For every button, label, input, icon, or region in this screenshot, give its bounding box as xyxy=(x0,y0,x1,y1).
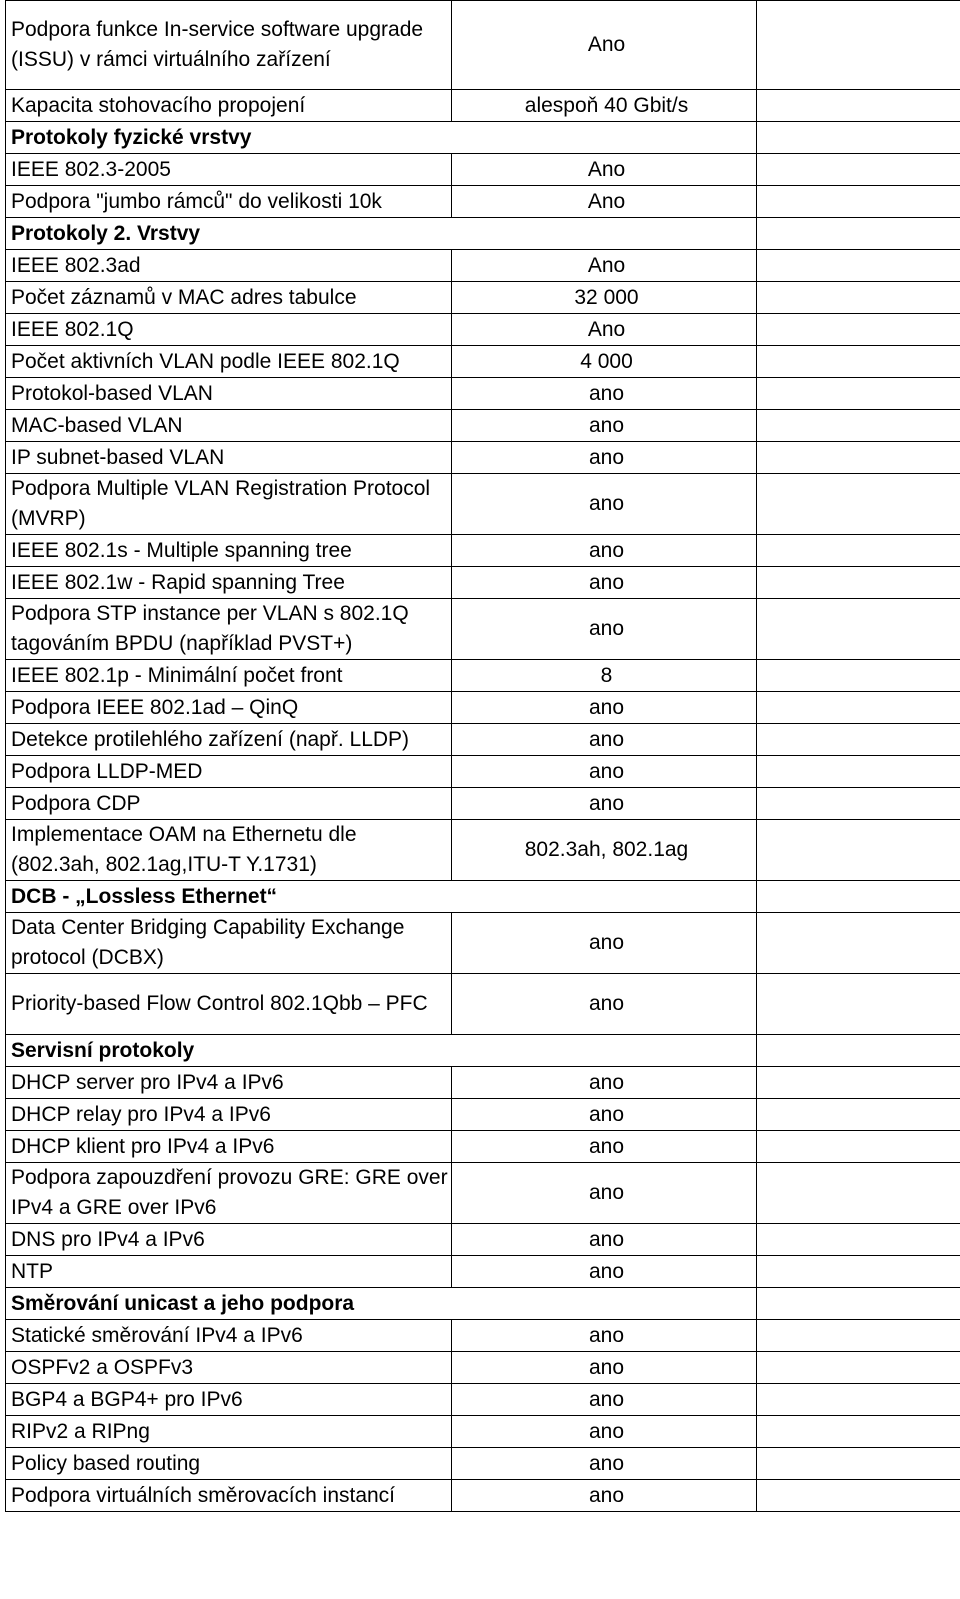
row-value: ano xyxy=(452,1480,757,1512)
row-value: ano xyxy=(452,567,757,599)
section-row xyxy=(6,218,960,250)
row-value: alespoň 40 Gbit/s xyxy=(452,90,757,122)
row-note-cell xyxy=(757,154,960,186)
row-value: 32 000 xyxy=(452,282,757,314)
row-value: ano xyxy=(452,913,757,974)
row-value: ano xyxy=(452,1224,757,1256)
row-value: ano xyxy=(452,1131,757,1163)
row-note-cell xyxy=(757,1163,960,1224)
row-value: Ano xyxy=(452,154,757,186)
row-label: IEEE 802.1Q xyxy=(6,314,452,346)
row-value: 8 xyxy=(452,660,757,692)
table-row xyxy=(6,913,960,974)
row-note-cell xyxy=(757,1131,960,1163)
row-note-cell xyxy=(757,346,960,378)
row-value: ano xyxy=(452,974,757,1035)
table-row xyxy=(6,1099,960,1131)
row-note-cell xyxy=(757,1288,960,1320)
row-value: ano xyxy=(452,724,757,756)
row-value: 802.3ah, 802.1ag xyxy=(452,820,757,881)
row-value: ano xyxy=(452,535,757,567)
row-label: Policy based routing xyxy=(6,1448,452,1480)
row-value: ano xyxy=(452,1256,757,1288)
table-row xyxy=(6,1067,960,1099)
row-label: DHCP server pro IPv4 a IPv6 xyxy=(6,1067,452,1099)
table-row xyxy=(6,1224,960,1256)
row-label: MAC-based VLAN xyxy=(6,410,452,442)
table-row xyxy=(6,1163,960,1224)
table-row xyxy=(6,1256,960,1288)
row-note-cell xyxy=(757,122,960,154)
row-label: Detekce protilehlého zařízení (např. LLDP) xyxy=(6,724,452,756)
section-row xyxy=(6,1288,960,1320)
row-value: Ano xyxy=(452,186,757,218)
row-value: ano xyxy=(452,1099,757,1131)
row-value: ano xyxy=(452,378,757,410)
row-value: 4 000 xyxy=(452,346,757,378)
row-label: IEEE 802.1s - Multiple spanning tree xyxy=(6,535,452,567)
row-label: Podpora zapouzdření provozu GRE: GRE over IPv4 a GRE over IPv6 xyxy=(6,1163,452,1224)
table-row xyxy=(6,1384,960,1416)
row-label: BGP4 a BGP4+ pro IPv6 xyxy=(6,1384,452,1416)
table-row xyxy=(6,820,960,881)
row-note-cell xyxy=(757,535,960,567)
row-note-cell xyxy=(757,724,960,756)
table-row xyxy=(6,567,960,599)
row-label: OSPFv2 a OSPFv3 xyxy=(6,1352,452,1384)
row-value: ano xyxy=(452,756,757,788)
table-row xyxy=(6,186,960,218)
row-value: ano xyxy=(452,1448,757,1480)
row-label: Podpora virtuálních směrovacích instancí xyxy=(6,1480,452,1512)
row-note-cell xyxy=(757,1416,960,1448)
table-row xyxy=(6,756,960,788)
row-label: Protokol-based VLAN xyxy=(6,378,452,410)
row-label: Podpora LLDP-MED xyxy=(6,756,452,788)
table-row xyxy=(6,692,960,724)
row-value: Ano xyxy=(452,314,757,346)
row-value: ano xyxy=(452,410,757,442)
row-note-cell xyxy=(757,1448,960,1480)
table-row xyxy=(6,250,960,282)
table-row xyxy=(6,442,960,474)
row-note-cell xyxy=(757,1224,960,1256)
table-row xyxy=(6,154,960,186)
row-note-cell xyxy=(757,1256,960,1288)
row-note-cell xyxy=(757,186,960,218)
table-row xyxy=(6,660,960,692)
row-label: IEEE 802.3ad xyxy=(6,250,452,282)
row-note-cell xyxy=(757,1099,960,1131)
row-note-cell xyxy=(757,660,960,692)
row-note-cell xyxy=(757,90,960,122)
row-value: ano xyxy=(452,1384,757,1416)
row-value: Ano xyxy=(452,250,757,282)
row-note-cell xyxy=(757,282,960,314)
row-value: ano xyxy=(452,1163,757,1224)
row-note-cell xyxy=(757,442,960,474)
row-label: DHCP klient pro IPv4 a IPv6 xyxy=(6,1131,452,1163)
section-row xyxy=(6,1035,960,1067)
section-row xyxy=(6,122,960,154)
section-heading: Protokoly 2. Vrstvy xyxy=(6,218,757,250)
row-value: ano xyxy=(452,1352,757,1384)
row-note-cell xyxy=(757,1320,960,1352)
table-row xyxy=(6,378,960,410)
row-note-cell xyxy=(757,410,960,442)
table-row xyxy=(6,314,960,346)
row-label: Podpora funkce In-service software upgrade (ISSU) v rámci virtuálního zařízení xyxy=(6,1,452,90)
row-label: IEEE 802.1p - Minimální počet front xyxy=(6,660,452,692)
row-label: RIPv2 a RIPng xyxy=(6,1416,452,1448)
row-note-cell xyxy=(757,756,960,788)
row-label: Kapacita stohovacího propojení xyxy=(6,90,452,122)
row-note-cell xyxy=(757,1384,960,1416)
row-note-cell xyxy=(757,1352,960,1384)
row-note-cell xyxy=(757,820,960,881)
row-note-cell xyxy=(757,250,960,282)
specification-table-body xyxy=(6,1,960,1512)
row-note-cell xyxy=(757,474,960,535)
row-label: Podpora "jumbo rámců" do velikosti 10k xyxy=(6,186,452,218)
row-label: Statické směrování IPv4 a IPv6 xyxy=(6,1320,452,1352)
row-note-cell xyxy=(757,378,960,410)
row-note-cell xyxy=(757,1480,960,1512)
row-value: ano xyxy=(452,1320,757,1352)
row-label: IEEE 802.1w - Rapid spanning Tree xyxy=(6,567,452,599)
section-heading: Protokoly fyzické vrstvy xyxy=(6,122,757,154)
row-note-cell xyxy=(757,692,960,724)
row-note-cell xyxy=(757,218,960,250)
row-label: Data Center Bridging Capability Exchange protocol (DCBX) xyxy=(6,913,452,974)
row-value: ano xyxy=(452,1067,757,1099)
table-row xyxy=(6,1,960,90)
table-row xyxy=(6,1480,960,1512)
section-heading: Servisní protokoly xyxy=(6,1035,757,1067)
table-row xyxy=(6,410,960,442)
row-note-cell xyxy=(757,599,960,660)
row-label: Počet záznamů v MAC adres tabulce xyxy=(6,282,452,314)
row-note-cell xyxy=(757,881,960,913)
row-value: ano xyxy=(452,788,757,820)
row-label: NTP xyxy=(6,1256,452,1288)
table-row xyxy=(6,599,960,660)
row-note-cell xyxy=(757,1035,960,1067)
row-note-cell xyxy=(757,974,960,1035)
row-note-cell xyxy=(757,1067,960,1099)
table-row xyxy=(6,974,960,1035)
section-heading: DCB - „Lossless Ethernet“ xyxy=(6,881,757,913)
table-row xyxy=(6,1320,960,1352)
table-row xyxy=(6,1416,960,1448)
row-label: DHCP relay pro IPv4 a IPv6 xyxy=(6,1099,452,1131)
table-row xyxy=(6,535,960,567)
row-value: ano xyxy=(452,442,757,474)
row-value: ano xyxy=(452,474,757,535)
section-row xyxy=(6,881,960,913)
row-value: ano xyxy=(452,1416,757,1448)
row-value: ano xyxy=(452,599,757,660)
row-value: ano xyxy=(452,692,757,724)
row-note-cell xyxy=(757,788,960,820)
row-note-cell xyxy=(757,913,960,974)
row-label: Priority-based Flow Control 802.1Qbb – PFC xyxy=(6,974,452,1035)
row-label: IEEE 802.3-2005 xyxy=(6,154,452,186)
section-heading: Směrování unicast a jeho podpora xyxy=(6,1288,757,1320)
row-value: Ano xyxy=(452,1,757,90)
row-note-cell xyxy=(757,567,960,599)
table-row xyxy=(6,788,960,820)
table-row xyxy=(6,724,960,756)
table-row xyxy=(6,282,960,314)
table-row xyxy=(6,474,960,535)
row-label: Podpora STP instance per VLAN s 802.1Q tagováním BPDU (například PVST+) xyxy=(6,599,452,660)
table-row xyxy=(6,1448,960,1480)
row-label: Implementace OAM na Ethernetu dle (802.3ah, 802.1ag,ITU-T Y.1731) xyxy=(6,820,452,881)
row-label: DNS pro IPv4 a IPv6 xyxy=(6,1224,452,1256)
row-label: Podpora IEEE 802.1ad – QinQ xyxy=(6,692,452,724)
row-note-cell xyxy=(757,1,960,90)
table-row xyxy=(6,346,960,378)
table-row xyxy=(6,90,960,122)
table-row xyxy=(6,1352,960,1384)
row-label: Podpora CDP xyxy=(6,788,452,820)
row-label: Podpora Multiple VLAN Registration Protocol (MVRP) xyxy=(6,474,452,535)
row-label: Počet aktivních VLAN podle IEEE 802.1Q xyxy=(6,346,452,378)
table-row xyxy=(6,1131,960,1163)
row-label: IP subnet-based VLAN xyxy=(6,442,452,474)
row-note-cell xyxy=(757,314,960,346)
specification-table xyxy=(5,0,960,1512)
